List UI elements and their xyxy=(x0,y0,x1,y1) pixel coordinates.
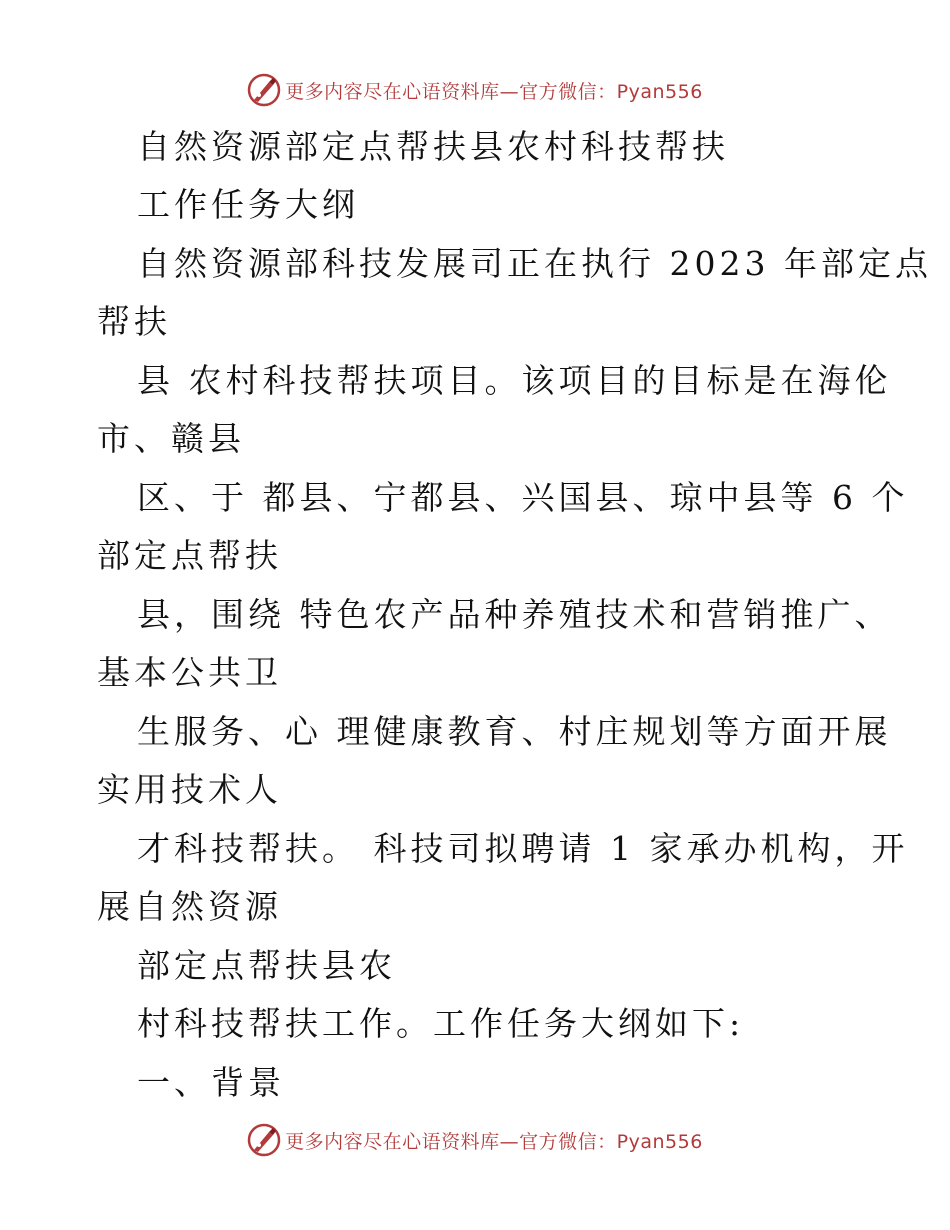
text-line: 自然资源部科技发展司正在执行 2023 年部定点 xyxy=(137,244,932,283)
text-line: 工作任务大纲 xyxy=(137,185,359,224)
text-line: 展自然资源 xyxy=(97,887,282,926)
text-line: 基本公共卫 xyxy=(97,653,282,692)
header-watermark-banner xyxy=(0,70,950,110)
text-line: 县，围绕 特色农产品种养殖技术和营销推广、 xyxy=(137,595,892,634)
watermark-text: 更多内容尽在心语资料库—官方微信：Pyan556 xyxy=(285,1130,703,1153)
text-line: 区、于 都县、宁都县、兴国县、琼中县等 6 个 xyxy=(137,478,909,517)
text-line: 实用技术人 xyxy=(97,770,282,809)
text-line: 自然资源部定点帮扶县农村科技帮扶 xyxy=(137,127,729,166)
text-line: 帮扶 xyxy=(97,302,171,341)
text-line: 村科技帮扶工作。工作任务大纲如下: xyxy=(137,1004,745,1043)
watermark-text: 更多内容尽在心语资料库—官方微信：Pyan556 xyxy=(285,80,703,103)
pen-logo-icon xyxy=(247,1123,281,1157)
text-line: 生服务、心 理健康教育、村庄规划等方面开展 xyxy=(137,712,892,751)
footer-watermark-banner xyxy=(0,1120,950,1160)
section-heading: 一、背景 xyxy=(137,1063,285,1102)
pen-logo-icon xyxy=(247,73,281,107)
text-line: 部定点帮扶县农 xyxy=(137,946,396,985)
text-line: 才科技帮扶。 科技司拟聘请 1 家承办机构，开 xyxy=(137,829,909,868)
text-line: 市、赣县 xyxy=(97,419,245,458)
text-line: 部定点帮扶 xyxy=(97,536,282,575)
text-line: 县 农村科技帮扶项目。该项目的目标是在海伦 xyxy=(137,361,892,400)
